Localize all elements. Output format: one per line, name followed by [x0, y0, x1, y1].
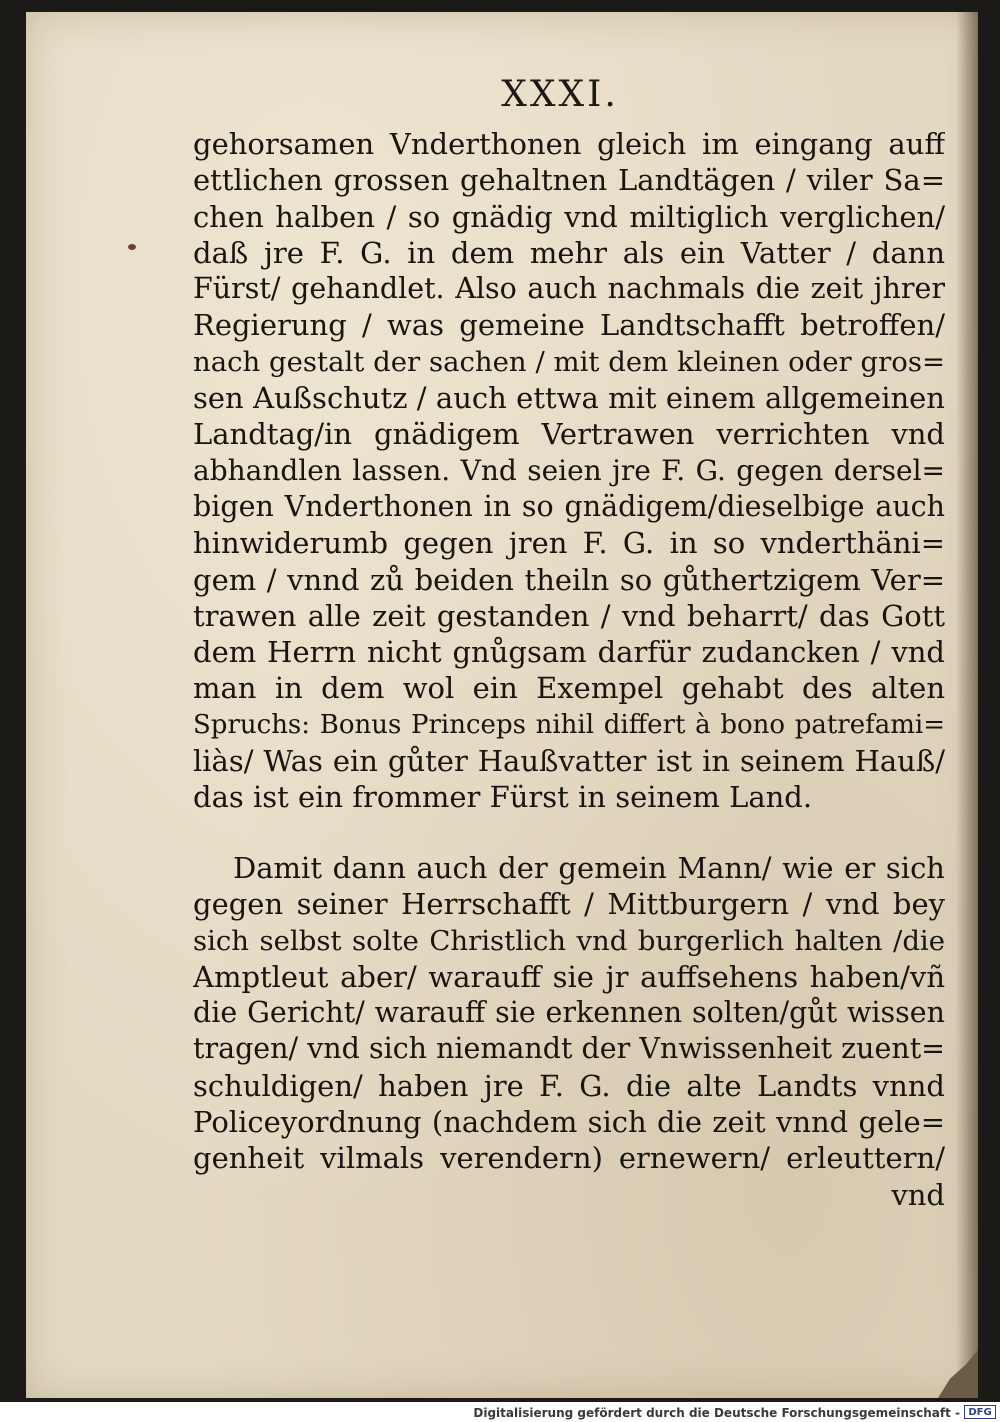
text-line: hinwiderumb gegen jren F. G. in so vnderthäni=: [193, 526, 945, 561]
text-line: Policeyordnung (nachdem sich die zeit vnnd gele=: [193, 1105, 945, 1140]
text-line: gehorsamen Vnderthonen gleich im eingang auff: [193, 127, 945, 161]
dfg-logo: DFG: [964, 1405, 996, 1419]
page-number: XXXI.: [501, 74, 619, 115]
text-line: Amptleut aber/ warauff sie jr auffsehens haben/vñ: [193, 959, 945, 994]
text-line: genheit vilmals verendern) ernewern/ erleuttern/: [193, 1141, 945, 1176]
text-line: sen Außschutz / auch ettwa mit einem allgemeinen: [193, 381, 945, 416]
funding-credit: Digitalisierung gefördert durch die Deutsche Forschungsgemeinschaft -: [473, 1406, 960, 1420]
text-line: gem / vnnd zů beiden theiln so gůthertzigem Ver=: [193, 562, 945, 597]
catchword: vnd: [891, 1177, 945, 1212]
text-line: Fürst/ gehandlet. Also auch nachmals die zeit jhrer: [193, 272, 945, 306]
text-line: abhandlen lassen. Vnd seien jre F. G. gegen dersel=: [193, 453, 945, 487]
ink-spot: [128, 244, 136, 250]
paragraph-2: [193, 850, 945, 1213]
text-line: das ist ein frommer Fürst in seinem Land.: [193, 780, 813, 815]
text-line: dem Herrn nicht gnůgsam darfür zudancken / vnd: [193, 635, 945, 670]
text-line: nach gestalt der sachen / mit dem kleinen oder gros=: [193, 345, 945, 378]
text-line: Landtag/in gnädigem Vertrawen verrichten vnd: [193, 417, 945, 452]
text-line: tragen/ vnd sich niemandt der Vnwissenheit zuent=: [193, 1032, 945, 1066]
text-line: liàs/ Was ein gůter Haußvatter ist in seinem Hauß/: [193, 744, 945, 779]
text-line: Spruchs: Bonus Princeps nihil differt à bono patrefami=: [193, 709, 945, 740]
text-line: ettlichen grossen gehaltnen Landtägen / viler Sa=: [193, 163, 945, 198]
text-line: man in dem wol ein Exempel gehabt des alten: [193, 671, 945, 706]
text-line: chen halben / so gnädig vnd miltiglich verglichen/: [193, 199, 945, 234]
text-line: Damit dann auch der gemein Mann/ wie er sich: [233, 851, 945, 885]
text-line: schuldigen/ haben jre F. G. die alte Landts vnnd: [193, 1068, 945, 1103]
text-line: trawen alle zeit gestanden / vnd beharrt/ das Gott: [193, 598, 945, 633]
text-line: bigen Vnderthonen in so gnädigem/dieselbige auch: [193, 489, 945, 523]
page-edge-shadow: [956, 12, 978, 1398]
footer-bar: [0, 1402, 1000, 1422]
text-line: Regierung / was gemeine Landtschafft betroffen/: [193, 308, 945, 343]
paragraph-1: [193, 126, 945, 816]
text-line: sich selbst solte Christlich vnd burgerlich halten /die: [193, 924, 945, 957]
text-line: die Gericht/ warauff sie erkennen solten/gůt wissen: [193, 996, 945, 1030]
text-line: daß jre F. G. in dem mehr als ein Vatter / dann: [193, 235, 945, 270]
text-line: gegen seiner Herrschafft / Mittburgern / vnd bey: [193, 887, 945, 922]
